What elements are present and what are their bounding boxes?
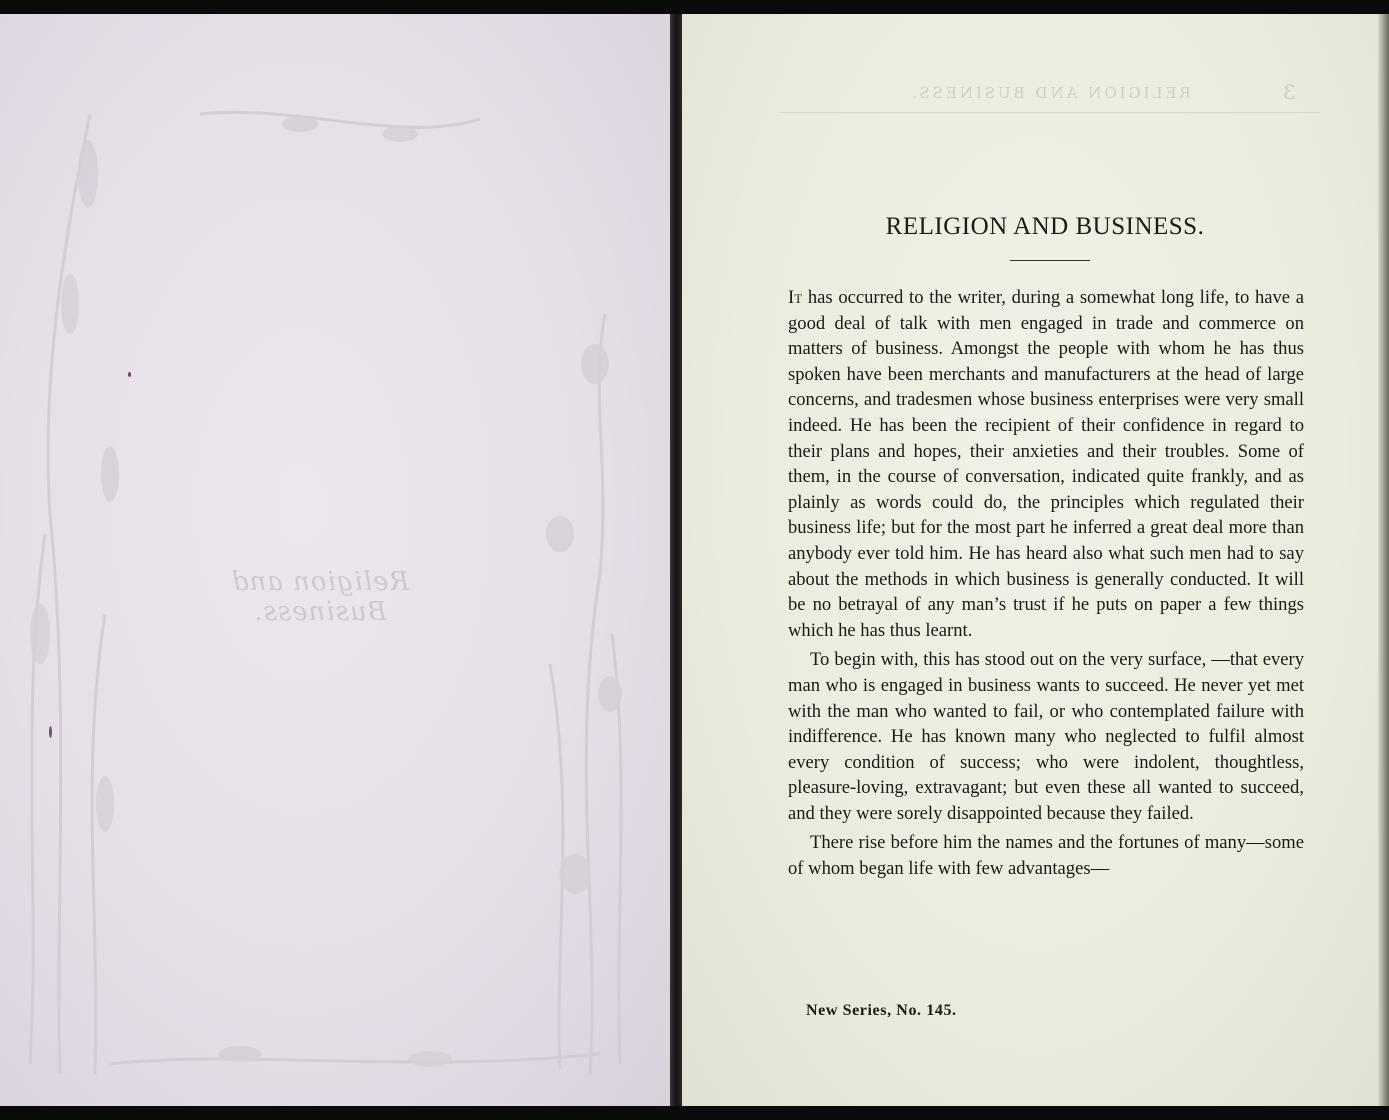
paragraph-1-text: has occurred to the writer, during a somewhat long life, to have a good deal of talk with men engaged in trade and commerce on matters of business. Amongst the people with whom he has thus spoken have been merchants and manufacturers at the head of large concerns, and tradesmen whose business enterprises were very small indeed. He has been the recipient of their confidence in regard to their plans and hopes, their anxieties and their troubles. Some of them, in the course of conversation, indicated quite frankly, and as plainly as words could do, the principles which regulated their business life; but for the most part he inferred a great deal more than anybody ever told him. He has heard also what such men had to say about the methods in which business is generally conducted. It will be no betrayal of any man’s trust if he puts on paper a few things which he has thus learnt. bbox=[788, 287, 1304, 641]
page-title: RELIGION AND BUSINESS. bbox=[885, 213, 1205, 240]
ink-spot bbox=[49, 726, 52, 738]
running-head-rule bbox=[780, 112, 1320, 113]
dropcap-word: It bbox=[788, 287, 803, 308]
floral-border-decoration bbox=[0, 14, 670, 1106]
title-rule bbox=[1010, 260, 1090, 261]
paragraph-3: There rise before him the names and the fortunes of many—some of whom began life with few advantages— bbox=[788, 832, 1304, 880]
paragraph-1 bbox=[788, 285, 1304, 643]
paragraph-2: To begin with, this has stood out on the very surface, —that every man who is engaged in business wants to succeed. He never yet met with the man who wanted to fail, or who contemplated failure with indifference. He has known many who neglected to fulfil almost every condition of success; who were indolent, thoughtless, pleasure-loving, extravagant; but even these all wanted to succeed, and they were sorely disappointed because they failed. bbox=[788, 649, 1304, 824]
left-page bbox=[0, 14, 672, 1106]
page-number-showthrough: 3 bbox=[1283, 80, 1296, 104]
body-text bbox=[788, 285, 1304, 882]
series-footer: New Series, No. 145. bbox=[806, 1002, 957, 1019]
ink-spot bbox=[128, 372, 131, 377]
ghost-title-showthrough: Religion and Business. bbox=[230, 567, 410, 627]
running-head-showthrough: RELIGION AND BUSINESS. bbox=[909, 84, 1191, 102]
page-edge bbox=[1378, 14, 1389, 1106]
book-gutter bbox=[670, 14, 682, 1106]
